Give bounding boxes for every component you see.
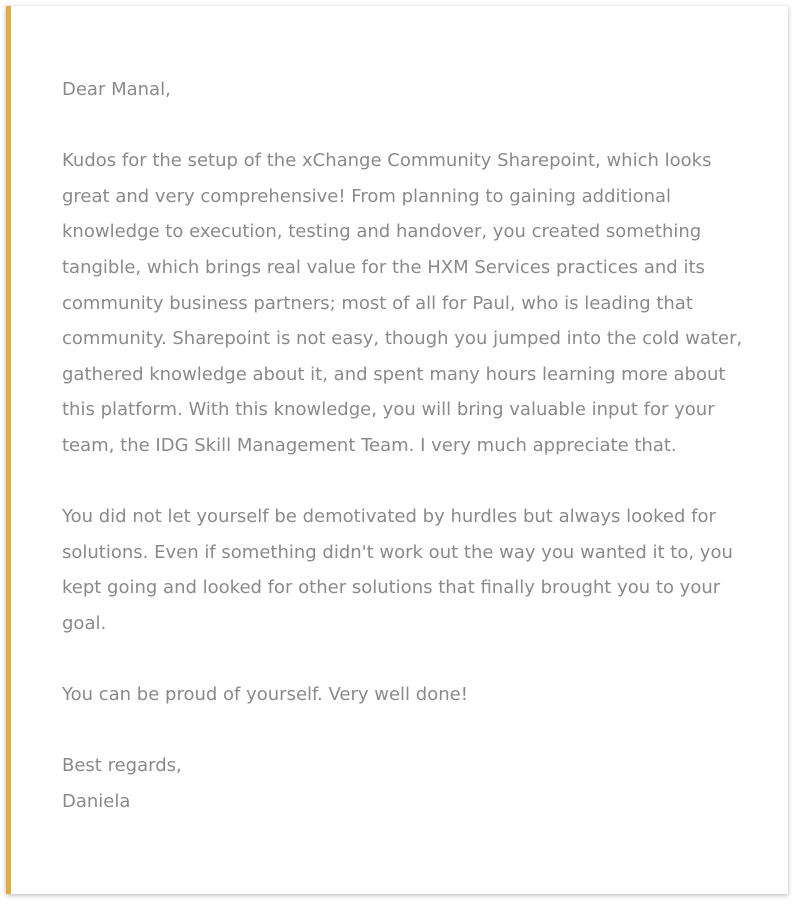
- paragraph-2: You did not let yourself be demotivated by hurdles but always looked for solutions. Even if something didn't work out the way you wanted it to, you kept going and looked for other solutions that finally brought you to your goal.: [62, 506, 733, 634]
- paragraph-1: Kudos for the setup of the xChange Community Sharepoint, which looks great and very comprehensive! From planning to gaining additional knowledge to execution, testing and handover, you created something tangible, which brings real value for the HXM Services practices and its community business partners; most of all for Paul, who is leading that community. Sharepoint is not easy, though you jumped into the cold water, gathered knowledge about it, and spent many hours learning more about this platform. With this knowledge, you will bring valuable input for your team, the IDG Skill Management Team. I very much appreciate that.: [62, 150, 743, 456]
- paragraph-gap: [62, 464, 762, 500]
- signature: Daniela: [62, 790, 131, 812]
- paragraph-gap: [62, 713, 762, 749]
- greeting: Dear Manal,: [62, 79, 171, 100]
- paragraph-3: You can be proud of yourself. Very well done!: [62, 684, 468, 706]
- paragraph-gap: [62, 108, 762, 144]
- paragraph-gap: [62, 642, 762, 678]
- closing: Best regards,: [62, 755, 182, 777]
- message-body: [62, 72, 762, 819]
- message-card: [6, 6, 788, 894]
